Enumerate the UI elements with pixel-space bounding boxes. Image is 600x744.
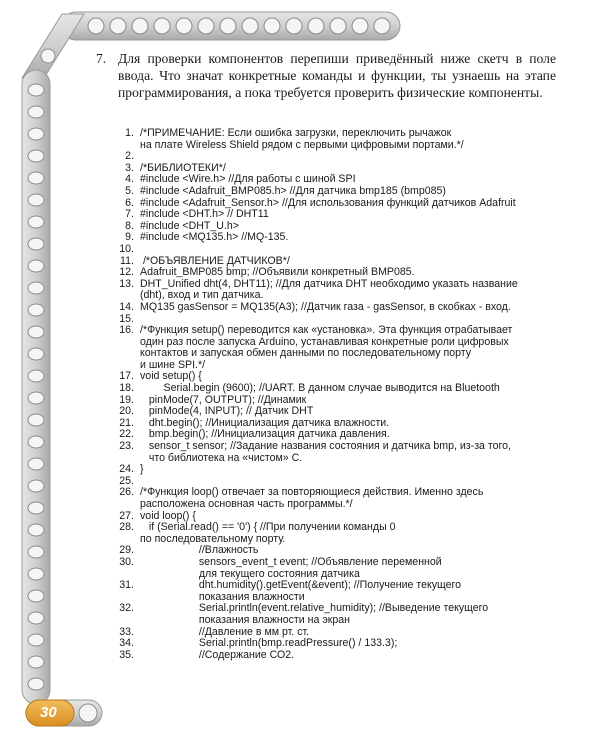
line-number: 12. (119, 266, 134, 279)
line-number: 31. (119, 579, 134, 592)
code-text: //Влажность (140, 544, 259, 557)
line-number: 17. (119, 370, 134, 383)
code-text: Serial.begin (9600); //UART. В данном случае выводится на Bluetooth (140, 382, 500, 395)
code-text: /*ОБЪЯВЛЕНИЕ ДАТЧИКОВ*/ (140, 254, 290, 267)
code-text: #include <Wire.h> //Для работы с шиной SPI (140, 173, 356, 186)
code-text: #include <Adafruit_Sensor.h> //Для использования функций датчиков Adafruit (140, 196, 516, 209)
code-text (140, 244, 560, 256)
line-number: 9. (125, 231, 134, 244)
line-number: 33. (119, 625, 134, 638)
code-line (108, 267, 560, 279)
page-number: 30 (40, 704, 57, 721)
code-line (108, 615, 560, 627)
code-text: (dht), вход и тип датчика. (140, 289, 264, 302)
code-text: void loop() { (140, 509, 196, 522)
code-line (108, 499, 560, 511)
code-text: dht.begin(); //Инициализация датчика влажности. (140, 416, 390, 429)
code-text: MQ135 gasSensor = MQ135(A3); //Датчик газа - gasSensor, в скобках - вход. (140, 300, 511, 313)
line-number: 15. (119, 312, 134, 325)
code-line (108, 186, 560, 198)
task-number: 7. (96, 51, 107, 66)
code-text: /*БИБЛИОТЕКИ*/ (140, 161, 226, 174)
line-number: 30. (119, 555, 134, 568)
code-text: показания влажности (140, 590, 305, 603)
code-line (108, 557, 560, 569)
code-text: pinMode(4, INPUT); // Датчик DHT (140, 405, 314, 418)
code-text: Adafruit_BMP085 bmp; //Объявили конкретный BMP085. (140, 266, 415, 279)
code-text: расположена основная часть программы.*/ (140, 498, 353, 510)
code-text: и шине SPI.*/ (140, 358, 206, 371)
line-number: 18. (119, 382, 134, 395)
line-number: 19. (119, 393, 134, 406)
code-text: void setup() { (140, 370, 202, 383)
code-listing (108, 128, 560, 661)
code-line (108, 580, 560, 592)
code-text: /*Функция setup() переводится как «установка». Эта функция отрабатывает (140, 324, 513, 337)
line-number: 1. (125, 127, 134, 139)
line-number: 13. (119, 277, 134, 290)
line-number: 27. (119, 509, 134, 522)
code-text: bmp.begin(); //Инициализация датчика давления. (140, 428, 390, 441)
line-number: 35. (119, 648, 134, 661)
code-line (108, 140, 560, 152)
line-number (108, 499, 140, 511)
line-number: 21. (119, 416, 134, 429)
line-number: 14. (119, 300, 134, 313)
code-line (108, 441, 560, 453)
line-number: 7. (125, 208, 134, 221)
line-number: 4. (125, 173, 134, 186)
line-number (108, 337, 140, 349)
code-text: контактов и запуская обмен данными по последовательному порту (140, 347, 472, 360)
code-text: //Содержание СО2. (140, 648, 295, 661)
line-number: 5. (125, 184, 134, 197)
line-number: 22. (119, 428, 134, 441)
top-beam (62, 12, 400, 40)
code-line (108, 650, 560, 662)
code-text: /*ПРИМЕЧАНИЕ: Если ошибка загрузки, переключить рычажок (140, 127, 452, 139)
code-text: } (140, 463, 144, 476)
line-number: 6. (125, 196, 134, 209)
left-beam (22, 70, 50, 704)
line-number: 11. (120, 254, 134, 267)
line-number: 8. (125, 219, 134, 232)
line-number: 16. (119, 324, 134, 337)
code-line (108, 325, 560, 337)
line-number (108, 348, 140, 360)
line-number: 23. (119, 440, 134, 453)
line-number: 3. (125, 161, 134, 174)
code-text: pinMode(7, OUTPUT); //Динамик (140, 393, 307, 406)
line-number: 10. (119, 242, 134, 255)
line-number: 25. (119, 474, 134, 487)
diagonal-beam (22, 14, 84, 78)
code-line (108, 244, 560, 256)
line-number (108, 140, 140, 152)
code-text: один раз после запуска Arduino, устанавливая конкретные роли цифровых (140, 335, 509, 348)
code-line (108, 383, 560, 395)
code-text: на плате Wireless Shield рядом с первыми цифровыми портами.*/ (140, 138, 464, 151)
line-number: 32. (119, 602, 134, 615)
code-text: Serial.println(bmp.readPressure() / 133.3); (140, 637, 398, 650)
code-line (108, 453, 560, 465)
line-number: 28. (119, 521, 134, 534)
code-line (108, 464, 560, 476)
code-text: по последовательному порту. (140, 532, 286, 545)
line-number: 24. (119, 463, 134, 476)
code-text: sensors_event_t event; //Объявление переменной (140, 555, 442, 568)
line-number: 26. (119, 486, 134, 499)
code-text: #include <MQ135.h> //MQ-135. (140, 231, 289, 244)
code-line (108, 302, 560, 314)
code-text: #include <DHT.h> // DHT11 (140, 208, 269, 221)
code-line (108, 128, 560, 140)
code-text: Serial.println(event.relative_humidity); //Выведение текущего (140, 602, 489, 615)
code-text: if (Serial.read() == '0') { //При получении команды 0 (140, 521, 396, 534)
page-number-badge (26, 700, 102, 726)
line-number: 34. (119, 637, 134, 650)
code-text: //Давление в мм рт. ст. (140, 625, 310, 638)
code-text: показания влажности на экран (140, 613, 350, 626)
line-number: 20. (119, 405, 134, 418)
code-text: #include <Adafruit_BMP085.h> //Для датчика bmp185 (bmp085) (140, 184, 446, 197)
code-text: sensor_t sensor; //Задание названия состояния и датчика bmp, из-за того, (140, 440, 511, 453)
task-text: Для проверки компонентов перепиши приведённый ниже скетч в поле ввода. Что значат конкретные команды и функции, ты узнаешь на этапе программирования, а пока требуется проверить физические компоненты. (118, 51, 556, 100)
code-text: что библиотека на «чистом» С. (140, 451, 303, 464)
line-number: 29. (119, 544, 134, 557)
line-number: 2. (125, 150, 134, 163)
code-text: для текущего состояния датчика (140, 567, 360, 580)
code-text: /*Функция loop() отвечает за повторяющиеся действия. Именно здесь (140, 486, 484, 499)
line-number (108, 615, 140, 627)
code-line (108, 638, 560, 650)
code-line (108, 232, 560, 244)
code-text: dht.humidity().getEvent(&event); //Получение текущего (140, 579, 462, 592)
code-text: DHT_Unified dht(4, DHT11); //Для датчика DHT необходимо указать название (140, 277, 518, 290)
code-text: #include <DHT_U.h> (140, 219, 239, 232)
code-line (108, 209, 560, 221)
task-paragraph (96, 50, 556, 101)
